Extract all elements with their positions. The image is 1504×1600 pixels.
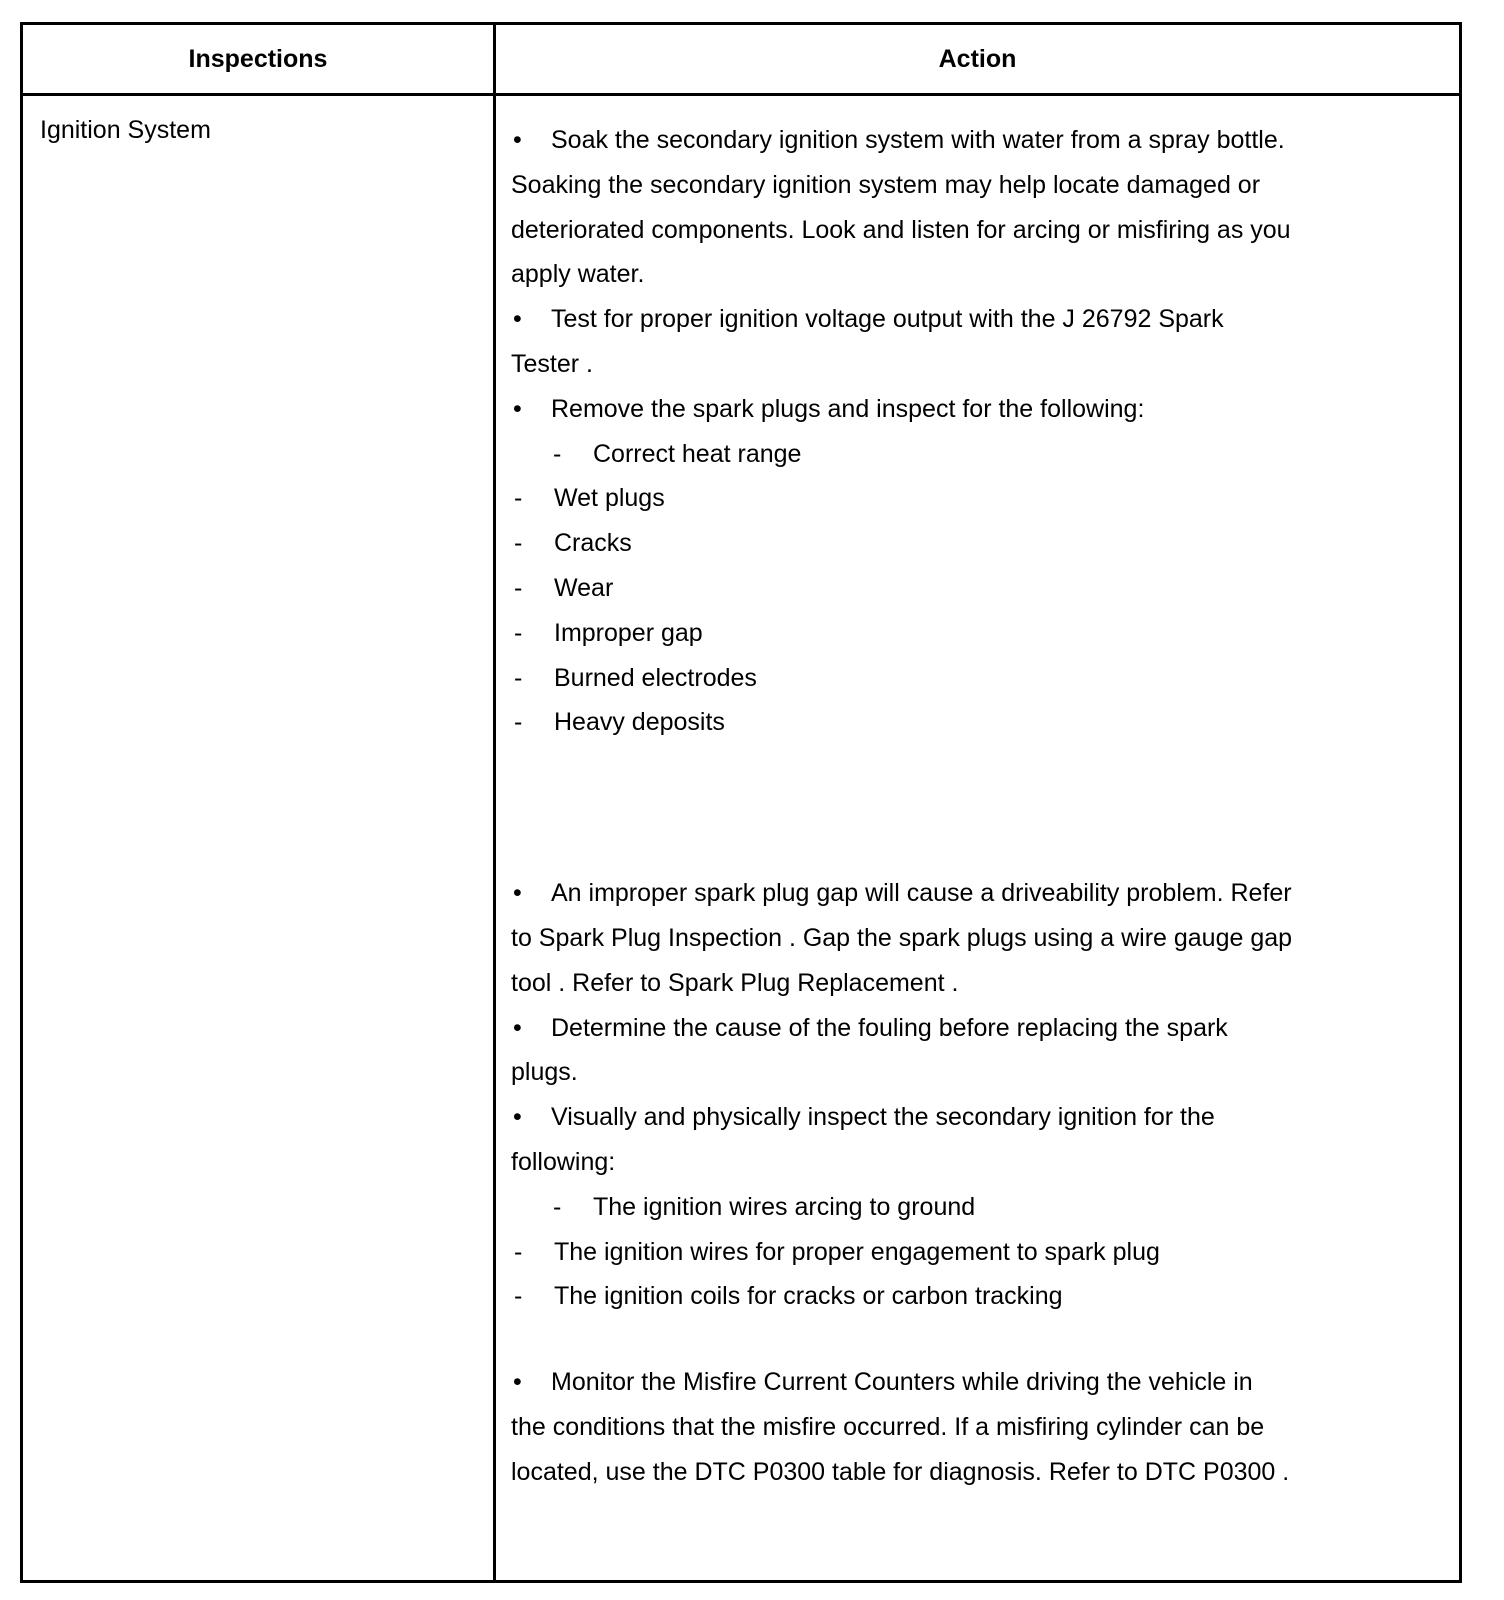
dash-icon: - xyxy=(514,1282,523,1311)
action-text: Soak the secondary ignition system with water from a spray bottle. xyxy=(551,126,1285,154)
dash-icon: - xyxy=(514,1237,523,1266)
action-line xyxy=(493,1405,1393,1450)
action-line xyxy=(493,1450,1393,1495)
dash-icon: - xyxy=(514,484,523,513)
action-line xyxy=(493,700,1393,745)
action-text: Heavy deposits xyxy=(554,708,725,737)
spacer xyxy=(493,1319,1393,1360)
action-text: The ignition wires arcing to ground xyxy=(593,1192,976,1221)
action-text: Correct heat range xyxy=(593,439,802,468)
action-text: Monitor the Misfire Current Counters while driving the vehicle in xyxy=(551,1368,1253,1397)
action-line xyxy=(493,208,1393,253)
action-line xyxy=(493,566,1393,611)
action-text: Soaking the secondary ignition system may help locate damaged or xyxy=(511,170,1261,199)
header-action: Action xyxy=(938,44,1017,73)
action-text: plugs. xyxy=(511,1058,578,1087)
action-text: Remove the spark plugs and inspect for the following: xyxy=(551,394,1145,423)
action-text: tool . Refer to Spark Plug Replacement . xyxy=(511,968,959,997)
action-line xyxy=(493,961,1393,1006)
action-text: The ignition wires for proper engagement to spark plug xyxy=(554,1237,1160,1266)
action-line xyxy=(493,297,1393,342)
dash-icon: - xyxy=(514,708,523,737)
inspection-ignition-system: Ignition System xyxy=(40,116,211,144)
action-text: Burned electrodes xyxy=(554,663,757,692)
bullet-icon: • xyxy=(513,1368,522,1397)
dash-icon: - xyxy=(553,1192,562,1221)
action-line xyxy=(493,656,1393,701)
spacer xyxy=(493,745,1393,871)
action-line xyxy=(493,1050,1393,1095)
action-line xyxy=(493,252,1393,297)
dash-icon: - xyxy=(514,529,523,558)
bullet-icon: • xyxy=(513,1103,522,1132)
action-text: to Spark Plug Inspection . Gap the spark plugs using a wire gauge gap xyxy=(511,923,1293,952)
action-text: Wear xyxy=(554,573,614,602)
action-line xyxy=(493,1006,1393,1051)
action-line xyxy=(493,611,1393,656)
action-line xyxy=(493,342,1393,387)
action-text: apply water. xyxy=(511,260,645,289)
action-text: Improper gap xyxy=(554,618,703,647)
action-line xyxy=(493,387,1393,432)
header-divider xyxy=(23,93,1459,96)
action-text: deteriorated components. Look and listen for arcing or misfiring as you xyxy=(511,215,1291,244)
header-inspections: Inspections xyxy=(188,44,328,73)
action-line xyxy=(493,476,1393,521)
action-text: An improper spark plug gap will cause a driveability problem. Refer xyxy=(551,879,1292,908)
action-line xyxy=(493,1230,1393,1275)
action-line xyxy=(493,163,1393,208)
action-text: Determine the cause of the fouling before replacing the spark xyxy=(551,1013,1228,1042)
action-text: located, use the DTC P0300 table for diagnosis. Refer to DTC P0300 . xyxy=(511,1457,1290,1486)
action-text: Visually and physically inspect the secondary ignition for the xyxy=(551,1103,1215,1132)
bullet-icon: • xyxy=(513,394,522,423)
inspection-table xyxy=(20,22,1462,1583)
bullet-icon: • xyxy=(513,1013,522,1042)
dash-icon: - xyxy=(514,573,523,602)
bullet-icon: • xyxy=(513,879,522,908)
dash-icon: - xyxy=(514,663,523,692)
action-text: The ignition coils for cracks or carbon tracking xyxy=(554,1282,1063,1311)
action-line xyxy=(493,1274,1393,1319)
action-line xyxy=(493,118,1393,163)
action-line xyxy=(493,916,1393,961)
action-line xyxy=(493,1140,1393,1185)
action-text: Test for proper ignition voltage output with the J 26792 Spark xyxy=(551,305,1224,334)
action-line xyxy=(493,432,1393,477)
dash-icon: - xyxy=(514,618,523,647)
action-line xyxy=(493,1095,1393,1140)
action-text: Wet plugs xyxy=(554,484,665,513)
action-text: Tester . xyxy=(511,349,593,378)
action-text: following: xyxy=(511,1147,616,1176)
action-line xyxy=(493,1360,1393,1405)
action-line xyxy=(493,871,1393,916)
bullet-icon: • xyxy=(513,305,522,334)
action-line xyxy=(493,1185,1393,1230)
action-text: the conditions that the misfire occurred. If a misfiring cylinder can be xyxy=(511,1412,1265,1441)
dash-icon: - xyxy=(553,439,562,468)
action-line xyxy=(493,521,1393,566)
bullet-icon: • xyxy=(513,126,522,154)
action-text: Cracks xyxy=(554,529,632,558)
action-cell xyxy=(493,118,1393,1495)
